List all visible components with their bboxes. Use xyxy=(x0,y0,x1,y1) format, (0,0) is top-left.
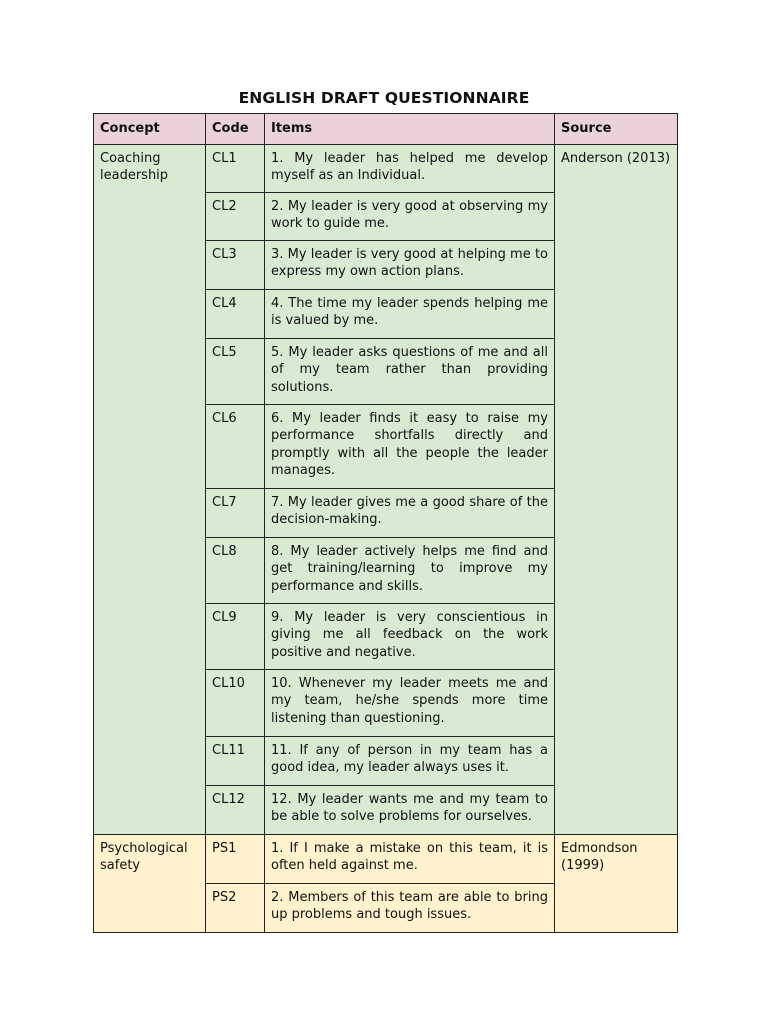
code-cell: CL10 xyxy=(206,670,265,737)
item-cell: 8. My leader actively helps me find and get training/learning to improve my performance and skills. xyxy=(265,538,555,604)
item-cell: 1. My leader has helped me develop myself as an Individual. xyxy=(265,145,555,193)
header-source: Source xyxy=(555,114,678,145)
code-cell: CL1 xyxy=(206,145,265,193)
code-cell: CL2 xyxy=(206,193,265,241)
concept-cell: Psychological safety xyxy=(94,835,206,933)
item-cell: 3. My leader is very good at helping me to express my own action plans. xyxy=(265,241,555,290)
code-cell: CL5 xyxy=(206,339,265,405)
source-cell: Anderson (2013) xyxy=(555,145,678,835)
header-row xyxy=(94,114,678,145)
item-cell: 2. My leader is very good at observing my work to guide me. xyxy=(265,193,555,241)
item-cell: 2. Members of this team are able to bring up problems and tough issues. xyxy=(265,884,555,933)
code-cell: CL8 xyxy=(206,538,265,604)
code-cell: CL6 xyxy=(206,405,265,489)
header-concept: Concept xyxy=(94,114,206,145)
header-items: Items xyxy=(265,114,555,145)
document-title: ENGLISH DRAFT QUESTIONNAIRE xyxy=(238,89,530,107)
header-code: Code xyxy=(206,114,265,145)
item-cell: 1. If I make a mistake on this team, it is often held against me. xyxy=(265,835,555,884)
table-body xyxy=(94,145,678,933)
item-cell: 11. If any of person in my team has a good idea, my leader always uses it. xyxy=(265,737,555,786)
item-cell: 6. My leader finds it easy to raise my performance shortfalls directly and promptly with all the people the leader manages. xyxy=(265,405,555,489)
item-cell: 4. The time my leader spends helping me is valued by me. xyxy=(265,290,555,339)
code-cell: CL4 xyxy=(206,290,265,339)
source-cell: Edmondson (1999) xyxy=(555,835,678,933)
code-cell: CL11 xyxy=(206,737,265,786)
item-cell: 7. My leader gives me a good share of the decision-making. xyxy=(265,489,555,538)
code-cell: CL7 xyxy=(206,489,265,538)
code-cell: CL3 xyxy=(206,241,265,290)
item-cell: 9. My leader is very conscientious in giving me all feedback on the work positive and negative. xyxy=(265,604,555,670)
code-cell: CL12 xyxy=(206,786,265,835)
code-cell: PS2 xyxy=(206,884,265,933)
table-row xyxy=(94,835,678,884)
item-cell: 12. My leader wants me and my team to be able to solve problems for ourselves. xyxy=(265,786,555,835)
item-cell: 10. Whenever my leader meets me and my team, he/she spends more time listening than questioning. xyxy=(265,670,555,737)
table-row xyxy=(94,145,678,193)
code-cell: CL9 xyxy=(206,604,265,670)
item-cell: 5. My leader asks questions of me and all of my team rather than providing solutions. xyxy=(265,339,555,405)
concept-cell: Coaching leadership xyxy=(94,145,206,835)
code-cell: PS1 xyxy=(206,835,265,884)
questionnaire-table xyxy=(93,113,678,933)
